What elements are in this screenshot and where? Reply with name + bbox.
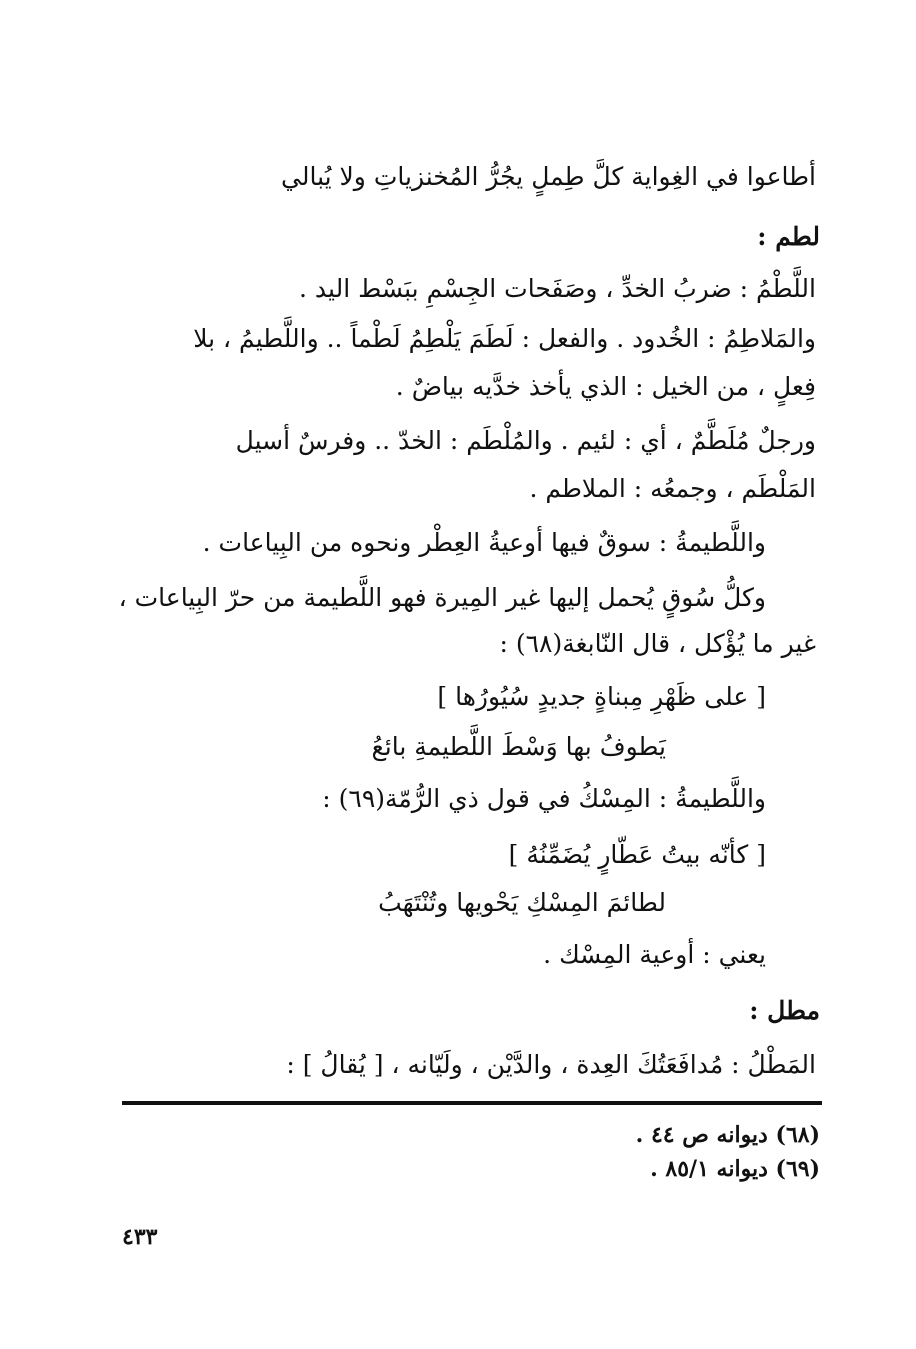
poem-hemistich: يَطوفُ بها وَسْطَ اللَّطيمةِ بائعُ [371, 732, 666, 761]
entry-heading: لطم : [757, 222, 820, 251]
verse-line-top: أطاعوا في الغِواية كلَّ طِملٍ يجُرُّ المُخنزياتِ ولا يُبالي [281, 162, 816, 191]
poem-hemistich: لطائمَ المِسْكِ يَحْويها وتُنْتَهَبُ [378, 888, 666, 917]
page-number: ٤٣٣ [122, 1224, 158, 1250]
poem-hemistich: [ على ظَهْرِ مِبناةٍ جديدٍ سُيُورُها ] [437, 682, 766, 711]
text-line: غير ما يُؤْكل ، قال النّابغة(٦٨) : [499, 629, 816, 658]
poem-hemistich: [ كأنّه بيتُ عَطّارٍ يُضَمِّنُهُ ] [508, 840, 766, 869]
footnote-divider [122, 1101, 822, 1105]
footnote: (٦٨) ديوانه ص ٤٤ . [635, 1122, 820, 1148]
text-line: المَلْطَم ، وجمعُه : الملاطم . [529, 474, 816, 503]
text-line: وكلُّ سُوقٍ يُحمل إليها غير المِيرة فهو اللَّطيمة من حرّ البِياعات ، [118, 583, 766, 612]
text-line: المَطْلُ : مُدافَعَتُكَ العِدة ، والدَّيْن ، ولَيّانه ، [ يُقالُ ] : [286, 1050, 816, 1079]
text-line: واللَّطيمةُ : سوقٌ فيها أوعيةُ العِطْر ونحوه من البِياعات . [202, 528, 766, 557]
text-line: والمَلاطِمُ : الخُدود . والفعل : لَطَمَ يَلْطِمُ لَطْماً .. واللَّطيمُ ، بلا [193, 324, 816, 353]
entry-heading: مطل : [749, 996, 820, 1025]
text-line: فِعلٍ ، من الخيل : الذي يأخذ خدَّيه بياضٌ . [395, 372, 816, 401]
text-line: اللَّطْمُ : ضربُ الخدِّ ، وصَفَحات الجِسْمِ ببَسْط اليد . [299, 274, 816, 303]
footnote: (٦٩) ديوانه ٨٥/١ . [650, 1156, 820, 1182]
text-line: يعني : أوعية المِسْك . [543, 940, 766, 969]
text-line: ورجلٌ مُلَطَّمٌ ، أي : لئيم . والمُلْطَم : الخدّ .. وفرسٌ أسيل [235, 426, 816, 455]
text-line: واللَّطيمةُ : المِسْكُ في قول ذي الرُّمّة(٦٩) : [322, 784, 766, 813]
